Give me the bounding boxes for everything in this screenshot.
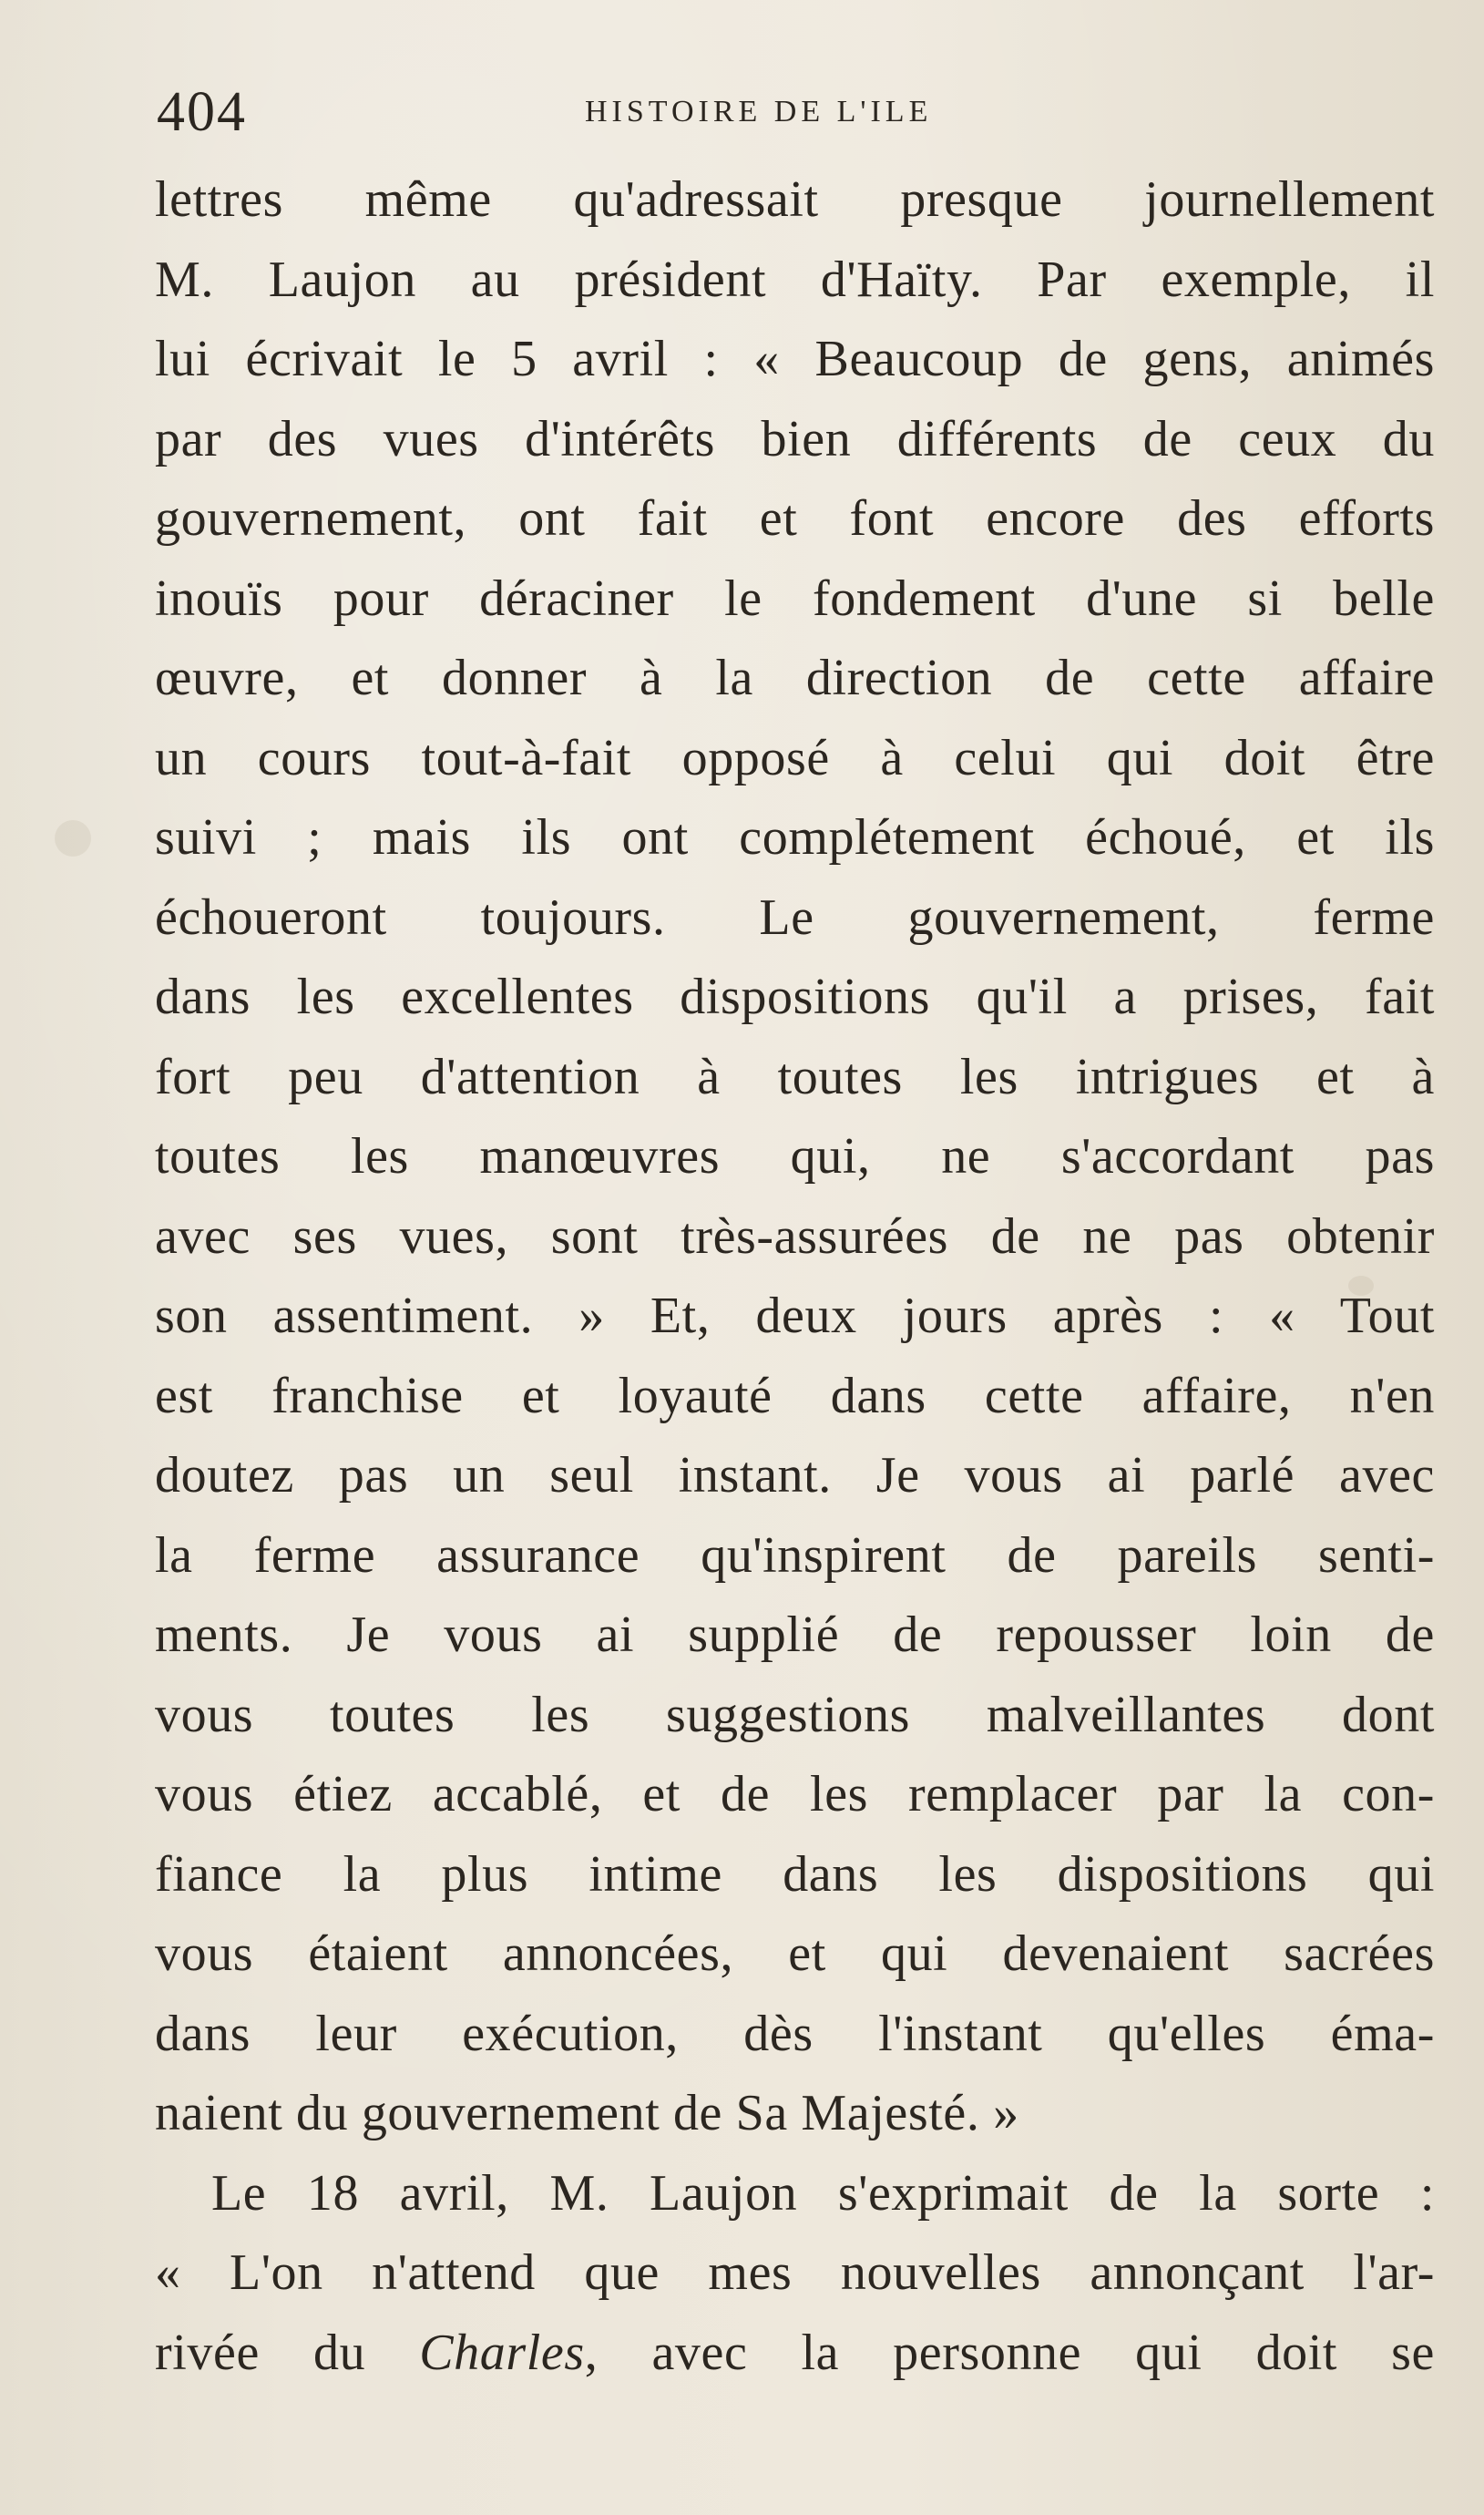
text-line: lui écrivait le 5 avril : « Beaucoup de gens, animés <box>155 331 1435 387</box>
paper-stain <box>55 820 91 857</box>
text-segment: rivée du <box>155 2324 420 2381</box>
body-text <box>155 160 1435 2393</box>
text-line: son assentiment. » Et, deux jours après : « Tout <box>155 1288 1435 1344</box>
text-line: vous étaient annoncées, et qui devenaient sacrées <box>155 1925 1435 1982</box>
page-header <box>157 80 1432 153</box>
text-line-paragraph-end: naient du gouvernement de Sa Majesté. » <box>155 2085 1019 2141</box>
text-line-last <box>155 2314 1435 2394</box>
text-line: « L'on n'attend que mes nouvelles annonçant l'ar- <box>155 2244 1435 2301</box>
text-line-paragraph-start: Le 18 avril, M. Laujon s'exprimait de la sorte : <box>211 2164 1435 2222</box>
text-line: dans les excellentes dispositions qu'il a prises, fait <box>155 969 1435 1025</box>
text-line: toutes les manœuvres qui, ne s'accordant pas <box>155 1128 1435 1185</box>
ship-name-italic: Charles <box>419 2324 585 2381</box>
text-line: fort peu d'attention à toutes les intrigues et à <box>155 1048 1435 1105</box>
text-line: gouvernement, ont fait et font encore des efforts <box>155 490 1435 547</box>
text-line: doutez pas un seul instant. Je vous ai parlé avec <box>155 1447 1435 1504</box>
running-head: HISTOIRE DE L'ILE <box>585 95 933 128</box>
text-line: dans leur exécution, dès l'instant qu'elles éma- <box>155 2005 1435 2062</box>
text-line: inouïs pour déraciner le fondement d'une si belle <box>155 570 1435 627</box>
text-line: est franchise et loyauté dans cette affaire, n'en <box>155 1367 1435 1424</box>
text-line: un cours tout-à-fait opposé à celui qui doit être <box>155 729 1435 786</box>
text-line: fiance la plus intime dans les dispositions qui <box>155 1845 1435 1903</box>
text-line: échoueront toujours. Le gouvernement, ferme <box>155 888 1435 946</box>
text-line: œuvre, et donner à la direction de cette affaire <box>155 650 1435 706</box>
text-line: suivi ; mais ils ont complétement échoué, et ils <box>155 809 1435 866</box>
page-number: 404 <box>157 81 247 143</box>
text-line: ments. Je vous ai supplié de repousser loin de <box>155 1607 1435 1663</box>
text-line: vous toutes les suggestions malveillantes dont <box>155 1686 1435 1743</box>
text-line: la ferme assurance qu'inspirent de pareils senti- <box>155 1526 1435 1584</box>
text-line: avec ses vues, sont très-assurées de ne pas obtenir <box>155 1207 1435 1265</box>
text-line: par des vues d'intérêts bien différents de ceux du <box>155 410 1435 467</box>
text-line: M. Laujon au président d'Haïty. Par exemple, il <box>155 251 1435 308</box>
text-line: lettres même qu'adressait presque journellement <box>155 171 1435 228</box>
text-line: vous étiez accablé, et de les remplacer par la con- <box>155 1766 1435 1822</box>
text-segment: , avec la personne qui doit se <box>584 2324 1435 2381</box>
